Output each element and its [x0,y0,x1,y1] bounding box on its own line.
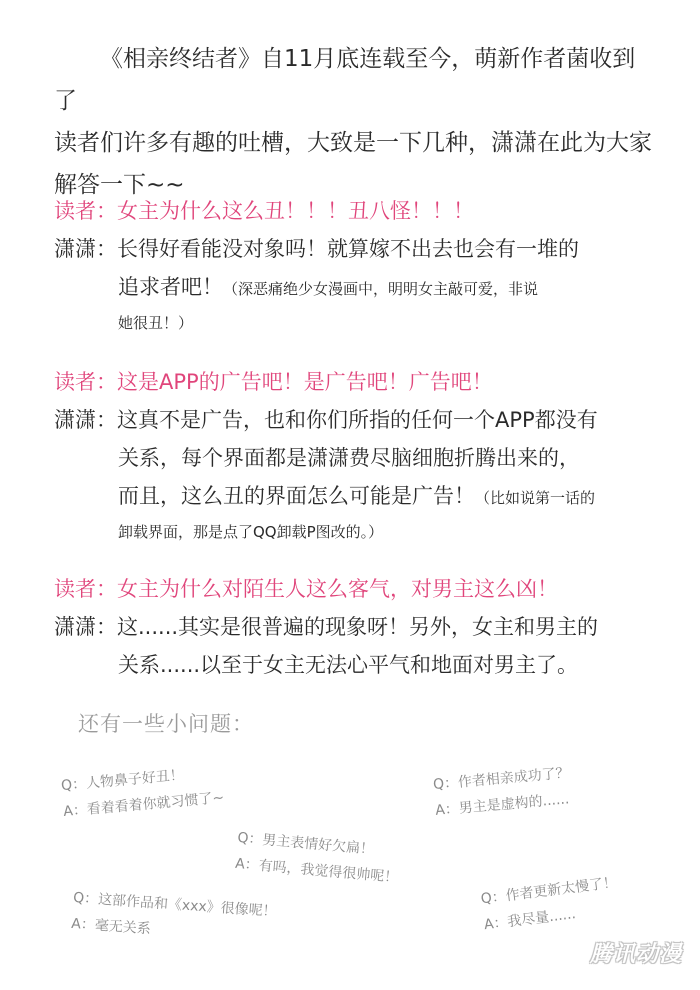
author-answer-3-cont: 关系......以至于女主无法心平气和地面对男主了。 [118,653,579,677]
mini-qa-3 [234,825,401,891]
watermark-logo: 腾讯动漫 [589,942,682,967]
mini-answer-4: A：毫无关系 [70,915,152,938]
mini-question-5: Q：作者更新太慢了！ [479,874,618,908]
intro-line-2: 读者们许多有趣的吐槽，大致是一下几种，潇潇在此为大家 [54,130,652,156]
mini-answer-1: A：看着看着你就习惯了~ [62,789,225,820]
author-answer-1-cont-text: 追求者吧！ [118,275,223,299]
mini-qa-2 [432,760,573,824]
qa-block-3 [54,570,674,684]
qa-block-2 [54,363,674,547]
reader-question-1: 读者：女主为什么这么丑！！！丑八怪！！！ [54,199,474,223]
intro-line-3: 解答一下~~ [54,172,185,198]
mini-question-2: Q：作者相亲成功了？ [432,765,571,793]
author-answer-2-cont-2 [54,477,674,517]
intro-line-1: 《相亲终结者》自11月底连载至今，萌新作者菌收到了 [54,46,636,114]
author-answer-2: 潇潇：这真不是广告，也和你们所指的任何一个APP都没有 [54,408,598,432]
author-answer-1: 潇潇：长得好看能没对象吗！就算嫁不出去也会有一堆的 [54,237,579,261]
author-note-1: （深恶痛绝少女漫画中，明明女主敲可爱，非说 [223,280,539,298]
mini-answer-2: A：男主是虚构的...... [434,791,570,819]
mini-answer-5: A：我尽量...... [483,906,577,934]
author-answer-1-cont [54,268,674,308]
author-answer-3: 潇潇：这......其实是很普遍的现象呀！另外，女主和男主的 [54,615,599,639]
mini-question-1: Q：人物鼻子好丑！ [60,767,185,795]
intro-paragraph [54,38,654,206]
qa-block-1 [54,192,674,338]
author-note-1-cont: 她很丑！） [118,314,194,332]
mini-qa-1 [60,759,225,825]
author-answer-2-cont-1: 关系，每个界面都是潇潇费尽脑细胞折腾出来的， [118,446,580,470]
author-note-2-cont: 卸载界面，那是点了QQ卸载P图改的。） [118,523,384,541]
more-questions-title: 还有一些小问题： [78,712,254,736]
mini-question-4: Q：这部作品和《xxx》很像呢！ [72,889,278,921]
reader-question-3: 读者：女主为什么对陌生人这么客气，对男主这么凶！ [54,577,558,601]
author-note-2: （比如说第一话的 [475,489,596,507]
reader-question-2: 读者：这是APP的广告吧！是广告吧！广告吧！ [54,370,493,394]
mini-answer-3: A：有吗，我觉得很帅呢！ [234,855,399,887]
mini-question-3: Q：男主表情好欠扁！ [236,829,375,858]
author-answer-2-cont-2-text: 而且，这么丑的界面怎么可能是广告！ [118,484,475,508]
mini-qa-4 [70,885,277,951]
mini-qa-5 [479,870,621,938]
